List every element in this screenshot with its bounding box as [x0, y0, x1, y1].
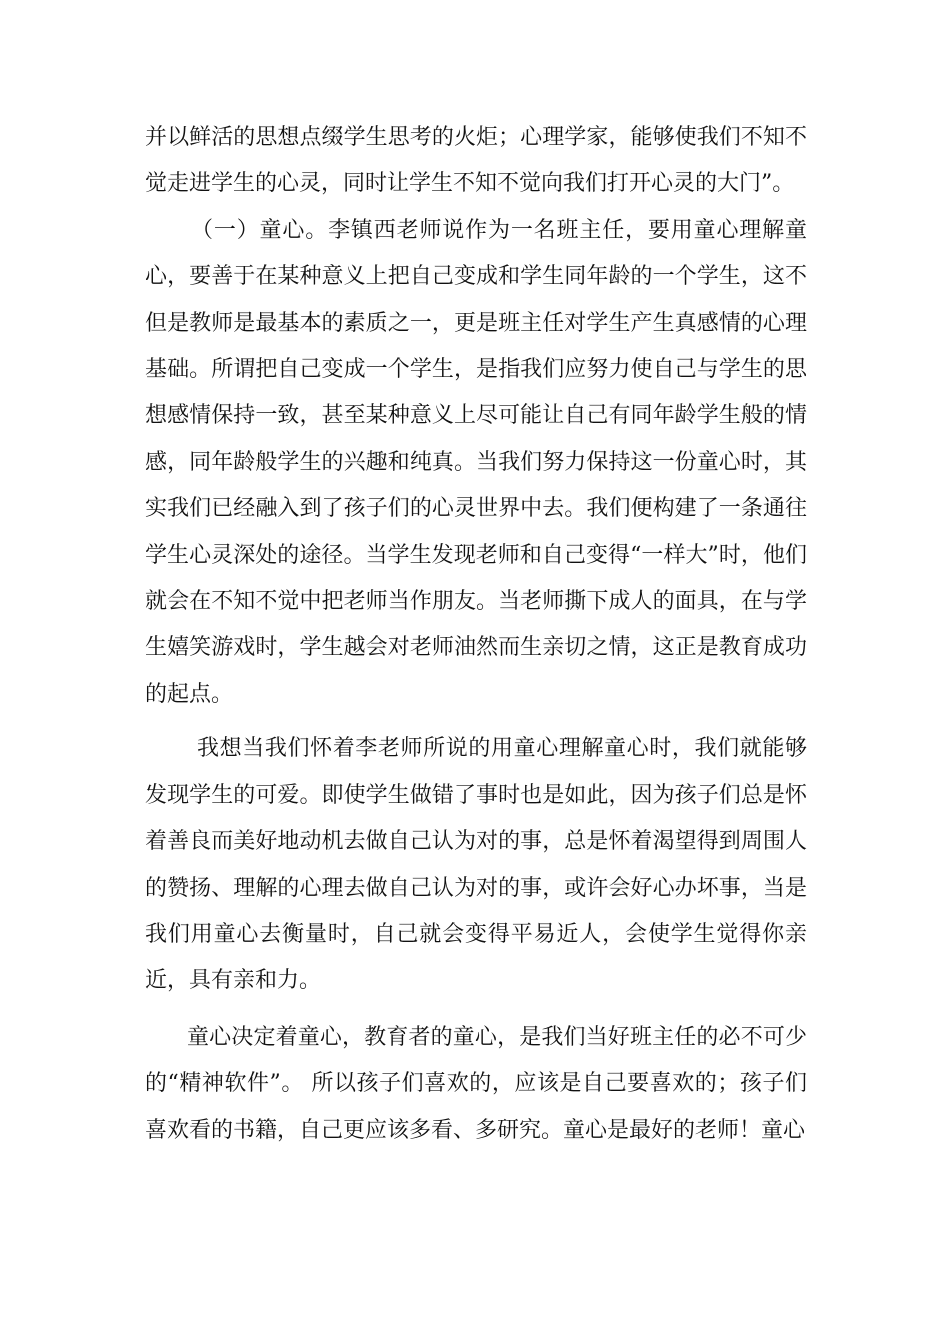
paragraph-tongxin-section: （一）童心。李镇西老师说作为一名班主任，要用童心理解童心，要善于在某种意义上把自己变成和学生同年龄的一个学生，这不但是教师是最基本的素质之一，更是班主任对学生产生真感情的心理基础。所谓把自己变成一个学生，是指我们应努力使自己与学生的思想感情保持一致，甚至某种意义上尽可能让自己有同年龄学生般的情感，同年龄般学生的兴趣和纯真。当我们努力保持这一份童心时，其实我们已经融入到了孩子们的心灵世界中去。我们便构建了一条通往学生心灵深处的途径。当学生发现老师和自己变得“一样大”时，他们就会在不知不觉中把老师当作朋友。当老师撕下成人的面具，在与学生嬉笑游戏时，学生越会对老师油然而生亲切之情，这正是教育成功的起点。 [145, 217, 807, 707]
paragraph-spiritual-software: 童心决定着童心，教育者的童心，是我们当好班主任的必不可少的“精神软件”。 所以孩子们喜欢的，应该是自己要喜欢的；孩子们喜欢看的书籍，自己更应该多看、多研究。童心是最好的老师！童心 [145, 1024, 807, 1143]
paragraph-understanding: 我想当我们怀着李老师所说的用童心理解童心时，我们就能够发现学生的可爱。即使学生做错了事时也是如此，因为孩子们总是怀着善良而美好地动机去做自己认为对的事，总是怀着渴望得到周围人的赞扬、理解的心理去做自己认为对的事，或许会好心办坏事，当是我们用童心去衡量时，自己就会变得平易近人，会使学生觉得你亲近，具有亲和力。 [145, 736, 807, 994]
body-text [145, 115, 807, 1154]
paragraph-continuation: 并以鲜活的思想点缀学生思考的火炬；心理学家，能够使我们不知不觉走进学生的心灵，同时让学生不知不觉向我们打开心灵的大门”。 [145, 125, 807, 197]
